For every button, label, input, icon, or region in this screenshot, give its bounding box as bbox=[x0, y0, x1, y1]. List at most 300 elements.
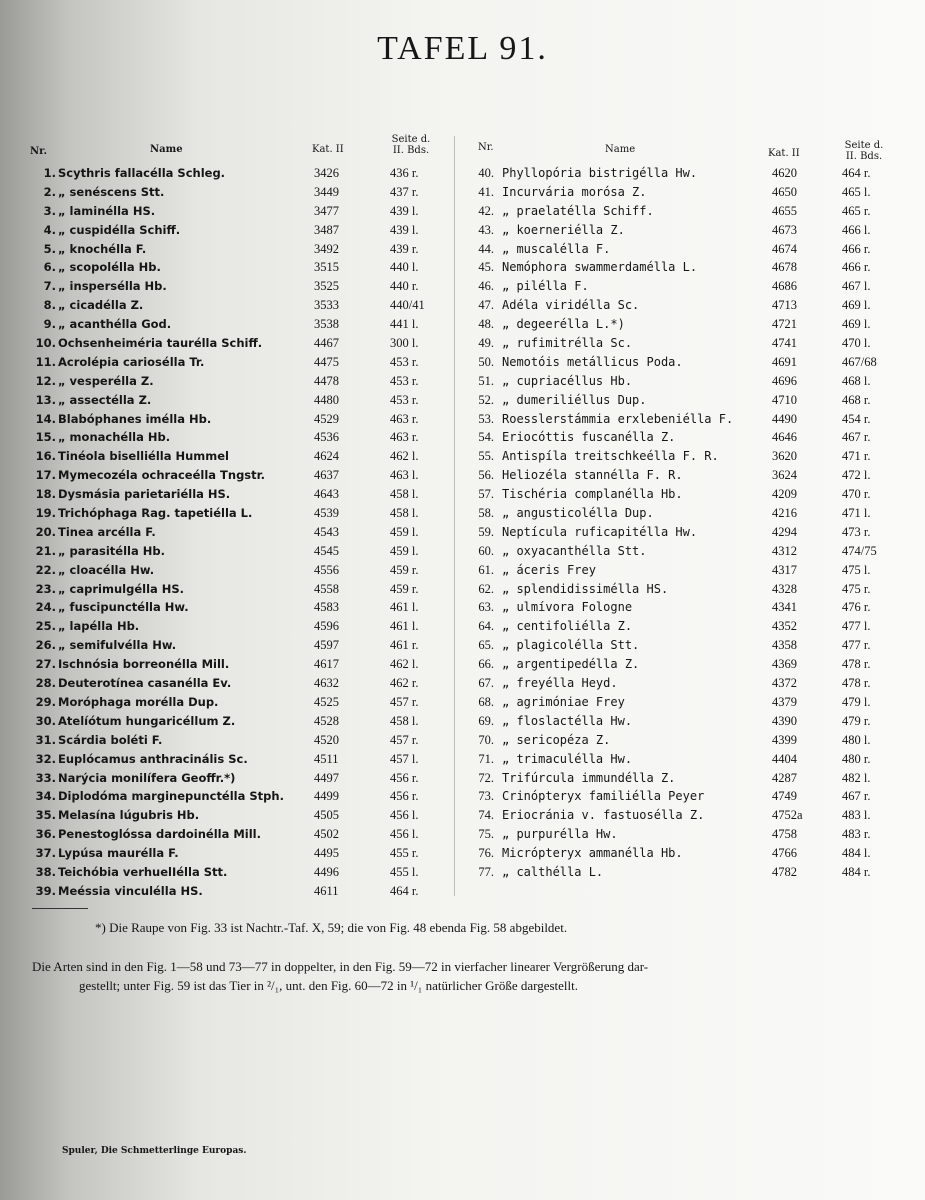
cell-name: Meéssia vinculélla HS. bbox=[58, 883, 203, 898]
cell-name: Neptícula ruficapitélla Hw. bbox=[502, 524, 698, 539]
cell-kat: 4758 bbox=[772, 827, 797, 842]
table-row bbox=[470, 617, 900, 636]
cell-name: „ monachélla Hb. bbox=[58, 430, 171, 445]
cell-nr: 5. bbox=[43, 241, 56, 256]
cell-name: Scythris fallacélla Schleg. bbox=[58, 166, 226, 180]
table-row bbox=[470, 844, 900, 863]
table-row bbox=[470, 240, 900, 259]
cell-seite: 456 r. bbox=[390, 789, 419, 804]
cell-kat: 4312 bbox=[772, 543, 797, 558]
cell-nr: 66. bbox=[478, 657, 494, 672]
cell-kat: 3449 bbox=[314, 184, 339, 199]
table-row bbox=[470, 523, 900, 542]
cell-seite: 464 r. bbox=[842, 166, 871, 180]
cell-nr: 43. bbox=[478, 222, 494, 237]
cell-name: Micrópteryx ammanélla Hb. bbox=[502, 846, 683, 861]
cell-nr: 50. bbox=[478, 354, 494, 369]
cell-kat: 4721 bbox=[772, 317, 797, 332]
cell-kat: 4556 bbox=[314, 562, 339, 577]
cell-seite: 439 l. bbox=[390, 203, 419, 218]
cell-name: Narýcia monilífera Geoffr.*) bbox=[58, 770, 236, 785]
cell-seite: 463 r. bbox=[390, 430, 419, 445]
table-row bbox=[30, 655, 448, 674]
table-row bbox=[30, 636, 448, 655]
cell-name: „ cloacélla Hw. bbox=[58, 562, 155, 577]
table-row bbox=[30, 523, 448, 542]
cell-nr: 48. bbox=[478, 317, 494, 332]
cell-name: „ degeerélla L.*) bbox=[502, 317, 625, 332]
table-header bbox=[30, 134, 448, 164]
table-row bbox=[470, 372, 900, 391]
table-row bbox=[470, 769, 900, 788]
page-footer: Spuler, Die Schmetterlinge Europas. bbox=[62, 1146, 247, 1156]
cell-seite: 475 r. bbox=[842, 581, 871, 596]
cell-seite: 462 l. bbox=[390, 449, 419, 464]
cell-seite: 461 l. bbox=[390, 619, 419, 634]
cell-nr: 49. bbox=[478, 336, 494, 351]
table-row bbox=[470, 164, 900, 183]
table-row bbox=[30, 787, 448, 806]
cell-name: „ áceris Frey bbox=[502, 562, 596, 577]
cell-kat: 4545 bbox=[314, 543, 339, 558]
cell-nr: 1. bbox=[43, 166, 56, 180]
table-row bbox=[470, 428, 900, 447]
cell-seite: 484 r. bbox=[842, 864, 871, 879]
cell-name: Eriocóttis fuscanélla Z. bbox=[502, 430, 676, 445]
cell-kat: 4713 bbox=[772, 298, 797, 313]
cell-seite: 440/41 bbox=[390, 298, 425, 313]
cell-kat: 4655 bbox=[772, 203, 797, 218]
cell-seite: 483 r. bbox=[842, 827, 871, 842]
cell-nr: 20. bbox=[35, 524, 56, 539]
cell-kat: 4643 bbox=[314, 487, 339, 502]
cell-nr: 73. bbox=[478, 789, 494, 804]
cell-nr: 15. bbox=[35, 430, 56, 445]
cell-seite: 457 l. bbox=[390, 751, 419, 766]
cell-kat: 3525 bbox=[314, 279, 339, 294]
table-row bbox=[30, 674, 448, 693]
cell-seite: 471 r. bbox=[842, 449, 871, 464]
cell-kat: 4691 bbox=[772, 354, 797, 369]
table-row bbox=[470, 202, 900, 221]
table-row bbox=[30, 693, 448, 712]
table-row bbox=[470, 806, 900, 825]
cell-kat: 4696 bbox=[772, 373, 797, 388]
table-row bbox=[30, 731, 448, 750]
cell-kat: 4752a bbox=[772, 808, 803, 823]
cell-seite: 477 r. bbox=[842, 638, 871, 653]
table-row bbox=[30, 485, 448, 504]
cell-nr: 72. bbox=[478, 770, 494, 785]
cell-name: „ praelatélla Schiff. bbox=[502, 203, 654, 218]
table-row bbox=[30, 504, 448, 523]
cell-kat: 4529 bbox=[314, 411, 339, 426]
cell-seite: 459 r. bbox=[390, 562, 419, 577]
cell-nr: 34. bbox=[35, 789, 56, 804]
cell-seite: 439 l. bbox=[390, 222, 419, 237]
cell-seite: 459 r. bbox=[390, 581, 419, 596]
cell-nr: 9. bbox=[43, 317, 56, 332]
cell-seite: 463 r. bbox=[390, 411, 419, 426]
cell-seite: 480 l. bbox=[842, 732, 871, 747]
cell-kat: 4646 bbox=[772, 430, 797, 445]
cell-seite: 469 l. bbox=[842, 317, 871, 332]
cell-kat: 3492 bbox=[314, 241, 339, 256]
cell-name: Tinea arcélla F. bbox=[58, 524, 156, 539]
cell-nr: 61. bbox=[478, 562, 494, 577]
cell-kat: 4597 bbox=[314, 638, 339, 653]
cell-name: „ knochélla F. bbox=[58, 241, 147, 256]
table-row bbox=[30, 353, 448, 372]
cell-name: Tischéria complanélla Hb. bbox=[502, 487, 683, 502]
cell-seite: 472 l. bbox=[842, 468, 871, 483]
cell-nr: 33. bbox=[35, 770, 56, 785]
cell-nr: 8. bbox=[43, 298, 56, 313]
cell-seite: 464 r. bbox=[390, 883, 419, 898]
cell-seite: 461 l. bbox=[390, 600, 419, 615]
table-row bbox=[30, 617, 448, 636]
cell-seite: 475 l. bbox=[842, 562, 871, 577]
cell-kat: 4358 bbox=[772, 638, 797, 653]
cell-name: „ rufimitrélla Sc. bbox=[502, 336, 633, 351]
cell-seite: 484 l. bbox=[842, 846, 871, 861]
table-row bbox=[470, 825, 900, 844]
table-row bbox=[30, 221, 448, 240]
cell-nr: 4. bbox=[43, 222, 56, 237]
cell-kat: 4496 bbox=[314, 864, 339, 879]
cell-seite: 456 l. bbox=[390, 827, 419, 842]
cell-seite: 453 r. bbox=[390, 392, 419, 407]
cell-name: Dysmásia parietariélla HS. bbox=[58, 487, 231, 502]
header-kat: Kat. II bbox=[312, 144, 344, 155]
table-row bbox=[30, 277, 448, 296]
table-row bbox=[30, 240, 448, 259]
cell-seite: 439 r. bbox=[390, 241, 419, 256]
cell-name: „ inspersélla Hb. bbox=[58, 279, 167, 294]
cell-kat: 4209 bbox=[772, 487, 797, 502]
cell-nr: 29. bbox=[35, 694, 56, 709]
cell-name: „ agrimóniae Frey bbox=[502, 694, 625, 709]
cell-kat: 4673 bbox=[772, 222, 797, 237]
note-line-2: gestellt; unter Fig. 59 ist das Tier in ²/₁, unt. den Fig. 60—72 in ¹/₁ natürlicher Größe dargestellt. bbox=[79, 978, 579, 993]
table-row bbox=[30, 164, 448, 183]
cell-kat: 3487 bbox=[314, 222, 339, 237]
table-row bbox=[470, 712, 900, 731]
cell-nr: 75. bbox=[478, 827, 494, 842]
cell-seite: 479 r. bbox=[842, 713, 871, 728]
cell-kat: 4467 bbox=[314, 336, 339, 351]
cell-nr: 28. bbox=[35, 676, 56, 691]
cell-kat: 4490 bbox=[772, 411, 797, 426]
cell-kat: 4525 bbox=[314, 694, 339, 709]
table-row bbox=[470, 447, 900, 466]
cell-name: Diplodóma marginepunctélla Stph. bbox=[58, 789, 284, 804]
cell-name: „ parasitélla Hb. bbox=[58, 543, 165, 558]
cell-seite: 467 r. bbox=[842, 789, 871, 804]
cell-name: „ koerneriélla Z. bbox=[502, 222, 625, 237]
table-row bbox=[30, 882, 448, 901]
cell-seite: 462 r. bbox=[390, 676, 419, 691]
cell-seite: 462 l. bbox=[390, 657, 419, 672]
cell-kat: 4341 bbox=[772, 600, 797, 615]
cell-nr: 16. bbox=[35, 449, 56, 464]
cell-nr: 3. bbox=[43, 203, 56, 218]
cell-name: Roesslerstámmia erxlebeniélla F. bbox=[502, 411, 734, 426]
cell-kat: 4611 bbox=[314, 883, 339, 898]
table-row bbox=[470, 221, 900, 240]
cell-name: Teichóbia verhuelIélla Stt. bbox=[58, 864, 228, 879]
cell-seite: 441 l. bbox=[390, 317, 419, 332]
cell-nr: 60. bbox=[478, 543, 494, 558]
footnote-rule bbox=[32, 908, 88, 909]
cell-name: Moróphaga morélla Dup. bbox=[58, 694, 219, 709]
cell-kat: 4502 bbox=[314, 827, 339, 842]
cell-name: „ pilélla F. bbox=[502, 279, 589, 294]
cell-seite: 471 l. bbox=[842, 506, 871, 521]
cell-nr: 59. bbox=[478, 524, 494, 539]
table-row bbox=[470, 183, 900, 202]
cell-seite: 454 r. bbox=[842, 411, 871, 426]
cell-name: „ vesperélla Z. bbox=[58, 373, 154, 388]
cell-seite: 459 l. bbox=[390, 543, 419, 558]
cell-nr: 62. bbox=[478, 581, 494, 596]
cell-seite: 467/68 bbox=[842, 354, 877, 369]
cell-nr: 6. bbox=[43, 260, 56, 275]
cell-kat: 4528 bbox=[314, 713, 339, 728]
header-nr: Nr. bbox=[478, 142, 494, 153]
header-name: Name bbox=[605, 144, 636, 155]
table-row bbox=[30, 712, 448, 731]
cell-nr: 65. bbox=[478, 638, 494, 653]
cell-kat: 4390 bbox=[772, 713, 797, 728]
cell-seite: 461 r. bbox=[390, 638, 419, 653]
cell-name: Mymecozéla ochraceélla Tngstr. bbox=[58, 468, 266, 483]
cell-kat: 4637 bbox=[314, 468, 339, 483]
cell-kat: 4617 bbox=[314, 657, 339, 672]
cell-nr: 51. bbox=[478, 373, 494, 388]
cell-seite: 456 r. bbox=[390, 770, 419, 785]
cell-kat: 4317 bbox=[772, 562, 797, 577]
cell-name: Phyllopória bistrigélla Hw. bbox=[502, 166, 698, 180]
table-row bbox=[470, 674, 900, 693]
cell-kat: 4495 bbox=[314, 846, 339, 861]
cell-name: „ fuscipunctélla Hw. bbox=[58, 600, 189, 615]
cell-name: „ dumeriliéllus Dup. bbox=[502, 392, 647, 407]
table-row bbox=[30, 806, 448, 825]
cell-kat: 4632 bbox=[314, 676, 339, 691]
cell-nr: 12. bbox=[35, 373, 56, 388]
cell-nr: 55. bbox=[478, 449, 494, 464]
table-row bbox=[30, 183, 448, 202]
cell-name: „ semifulvélla Hw. bbox=[58, 638, 177, 653]
cell-kat: 4741 bbox=[772, 336, 797, 351]
cell-name: Euplócamus anthracinális Sc. bbox=[58, 751, 248, 766]
cell-seite: 300 l. bbox=[390, 336, 419, 351]
table-row bbox=[30, 296, 448, 315]
cell-kat: 4624 bbox=[314, 449, 339, 464]
cell-seite: 437 r. bbox=[390, 184, 419, 199]
cell-nr: 77. bbox=[478, 864, 494, 879]
table-row bbox=[30, 750, 448, 769]
cell-seite: 476 r. bbox=[842, 600, 871, 615]
cell-kat: 4678 bbox=[772, 260, 797, 275]
cell-nr: 46. bbox=[478, 279, 494, 294]
cell-nr: 36. bbox=[35, 827, 56, 842]
cell-kat: 4475 bbox=[314, 354, 339, 369]
cell-name: „ argentipedélla Z. bbox=[502, 657, 640, 672]
magnification-note bbox=[32, 957, 847, 995]
table-row bbox=[470, 542, 900, 561]
cell-nr: 52. bbox=[478, 392, 494, 407]
cell-seite: 468 l. bbox=[842, 373, 871, 388]
cell-name: Trichóphaga Rag. tapetiélla L. bbox=[58, 506, 253, 521]
cell-kat: 4287 bbox=[772, 770, 797, 785]
cell-kat: 4294 bbox=[772, 524, 797, 539]
cell-name: „ ulmívora Fologne bbox=[502, 600, 633, 615]
cell-name: „ scopolélla Hb. bbox=[58, 260, 161, 275]
cell-kat: 3515 bbox=[314, 260, 339, 275]
cell-seite: 467 l. bbox=[842, 279, 871, 294]
table-row bbox=[470, 334, 900, 353]
cell-name: „ centifoliélla Z. bbox=[502, 619, 633, 634]
cell-nr: 58. bbox=[478, 506, 494, 521]
cell-name: „ acanthélla God. bbox=[58, 317, 172, 332]
cell-nr: 25. bbox=[35, 619, 56, 634]
table-row bbox=[30, 825, 448, 844]
cell-nr: 44. bbox=[478, 241, 494, 256]
cell-nr: 7. bbox=[43, 279, 56, 294]
cell-kat: 3538 bbox=[314, 317, 339, 332]
cell-name: Adéla viridélla Sc. bbox=[502, 298, 640, 313]
table-row bbox=[470, 410, 900, 429]
header-seite-line1: Seite d. bbox=[391, 134, 431, 145]
cell-name: Ischnósia borreonélla Mill. bbox=[58, 657, 230, 672]
header-seite bbox=[838, 140, 890, 162]
cell-seite: 469 l. bbox=[842, 298, 871, 313]
cell-kat: 4404 bbox=[772, 751, 797, 766]
cell-name: Deuterotínea casanélla Ev. bbox=[58, 676, 232, 691]
cell-name: Scárdia boléti F. bbox=[58, 732, 163, 747]
cell-kat: 4620 bbox=[772, 166, 797, 180]
cell-seite: 479 l. bbox=[842, 694, 871, 709]
cell-kat: 4543 bbox=[314, 524, 339, 539]
table-row bbox=[470, 863, 900, 882]
cell-seite: 474/75 bbox=[842, 543, 877, 558]
cell-kat: 4499 bbox=[314, 789, 339, 804]
cell-name: „ floslactélla Hw. bbox=[502, 713, 633, 728]
cell-kat: 4511 bbox=[314, 751, 339, 766]
cell-seite: 465 l. bbox=[842, 184, 871, 199]
cell-name: „ caprimulgélla HS. bbox=[58, 581, 185, 596]
cell-seite: 466 r. bbox=[842, 241, 871, 256]
cell-name: Antispíla treitschkeélla F. R. bbox=[502, 449, 719, 464]
table-row bbox=[470, 296, 900, 315]
cell-nr: 41. bbox=[478, 184, 494, 199]
header-kat: Kat. II bbox=[768, 148, 800, 159]
cell-nr: 27. bbox=[35, 657, 56, 672]
table-row bbox=[470, 787, 900, 806]
species-table-right bbox=[470, 134, 900, 882]
cell-name: „ assectélla Z. bbox=[58, 392, 152, 407]
cell-nr: 21. bbox=[35, 543, 56, 558]
cell-name: Atelíótum hungaricéllum Z. bbox=[58, 713, 236, 728]
cell-nr: 38. bbox=[35, 864, 56, 879]
cell-kat: 3620 bbox=[772, 449, 797, 464]
cell-name: Nemotóis metállicus Poda. bbox=[502, 354, 683, 369]
cell-nr: 13. bbox=[35, 392, 56, 407]
header-seite-line2: II. Bds. bbox=[845, 151, 883, 162]
table-row bbox=[30, 542, 448, 561]
cell-seite: 463 l. bbox=[390, 468, 419, 483]
cell-nr: 17. bbox=[35, 468, 56, 483]
cell-name: Lypúsa maurélla F. bbox=[58, 846, 179, 861]
cell-name: „ splendidissimélla HS. bbox=[502, 581, 669, 596]
cell-seite: 478 r. bbox=[842, 657, 871, 672]
cell-kat: 4369 bbox=[772, 657, 797, 672]
cell-name: Ochsenheiméria taurélla Schiff. bbox=[58, 336, 263, 351]
cell-name: Acrolépia cariosélla Tr. bbox=[58, 354, 205, 369]
cell-nr: 76. bbox=[478, 846, 494, 861]
cell-seite: 467 r. bbox=[842, 430, 871, 445]
table-row bbox=[30, 334, 448, 353]
table-row bbox=[30, 315, 448, 334]
cell-kat: 4480 bbox=[314, 392, 339, 407]
cell-kat: 4497 bbox=[314, 770, 339, 785]
cell-name: „ senéscens Stt. bbox=[58, 184, 165, 199]
cell-seite: 440 r. bbox=[390, 279, 419, 294]
cell-name: „ purpurélla Hw. bbox=[502, 827, 618, 842]
cell-seite: 466 r. bbox=[842, 260, 871, 275]
table-row bbox=[470, 750, 900, 769]
cell-nr: 54. bbox=[478, 430, 494, 445]
species-table-left bbox=[30, 134, 448, 901]
cell-kat: 4674 bbox=[772, 241, 797, 256]
species-rows-right bbox=[470, 164, 900, 882]
cell-seite: 455 l. bbox=[390, 864, 419, 879]
cell-name: Blabóphanes imélla Hb. bbox=[58, 411, 212, 426]
cell-name: Melasína lúgubris Hb. bbox=[58, 808, 200, 823]
note-line-1: Die Arten sind in den Fig. 1—58 und 73—77 in doppelter, in den Fig. 59—72 in vierfacher linearer Vergrößerung dar- bbox=[32, 959, 649, 974]
table-row bbox=[470, 258, 900, 277]
cell-kat: 4379 bbox=[772, 694, 797, 709]
table-row bbox=[470, 598, 900, 617]
cell-name: Eriocránia v. fastuosélla Z. bbox=[502, 808, 705, 823]
cell-nr: 11. bbox=[35, 354, 56, 369]
cell-seite: 457 r. bbox=[390, 694, 419, 709]
cell-kat: 4583 bbox=[314, 600, 339, 615]
cell-nr: 19. bbox=[35, 506, 56, 521]
cell-name: Nemóphora swammerdamélla L. bbox=[502, 260, 698, 275]
header-seite bbox=[386, 134, 436, 156]
table-row bbox=[30, 202, 448, 221]
cell-seite: 473 r. bbox=[842, 524, 871, 539]
cell-kat: 4596 bbox=[314, 619, 339, 634]
column-divider bbox=[454, 136, 455, 896]
header-seite-line1: Seite d. bbox=[844, 140, 884, 151]
table-row bbox=[30, 466, 448, 485]
cell-seite: 478 r. bbox=[842, 676, 871, 691]
cell-seite: 440 l. bbox=[390, 260, 419, 275]
table-row bbox=[470, 693, 900, 712]
table-row bbox=[30, 447, 448, 466]
cell-nr: 56. bbox=[478, 468, 494, 483]
table-row bbox=[470, 580, 900, 599]
cell-name: „ trimaculélla Hw. bbox=[502, 751, 633, 766]
cell-nr: 24. bbox=[35, 600, 56, 615]
table-row bbox=[470, 504, 900, 523]
cell-seite: 453 r. bbox=[390, 373, 419, 388]
cell-nr: 70. bbox=[478, 732, 494, 747]
